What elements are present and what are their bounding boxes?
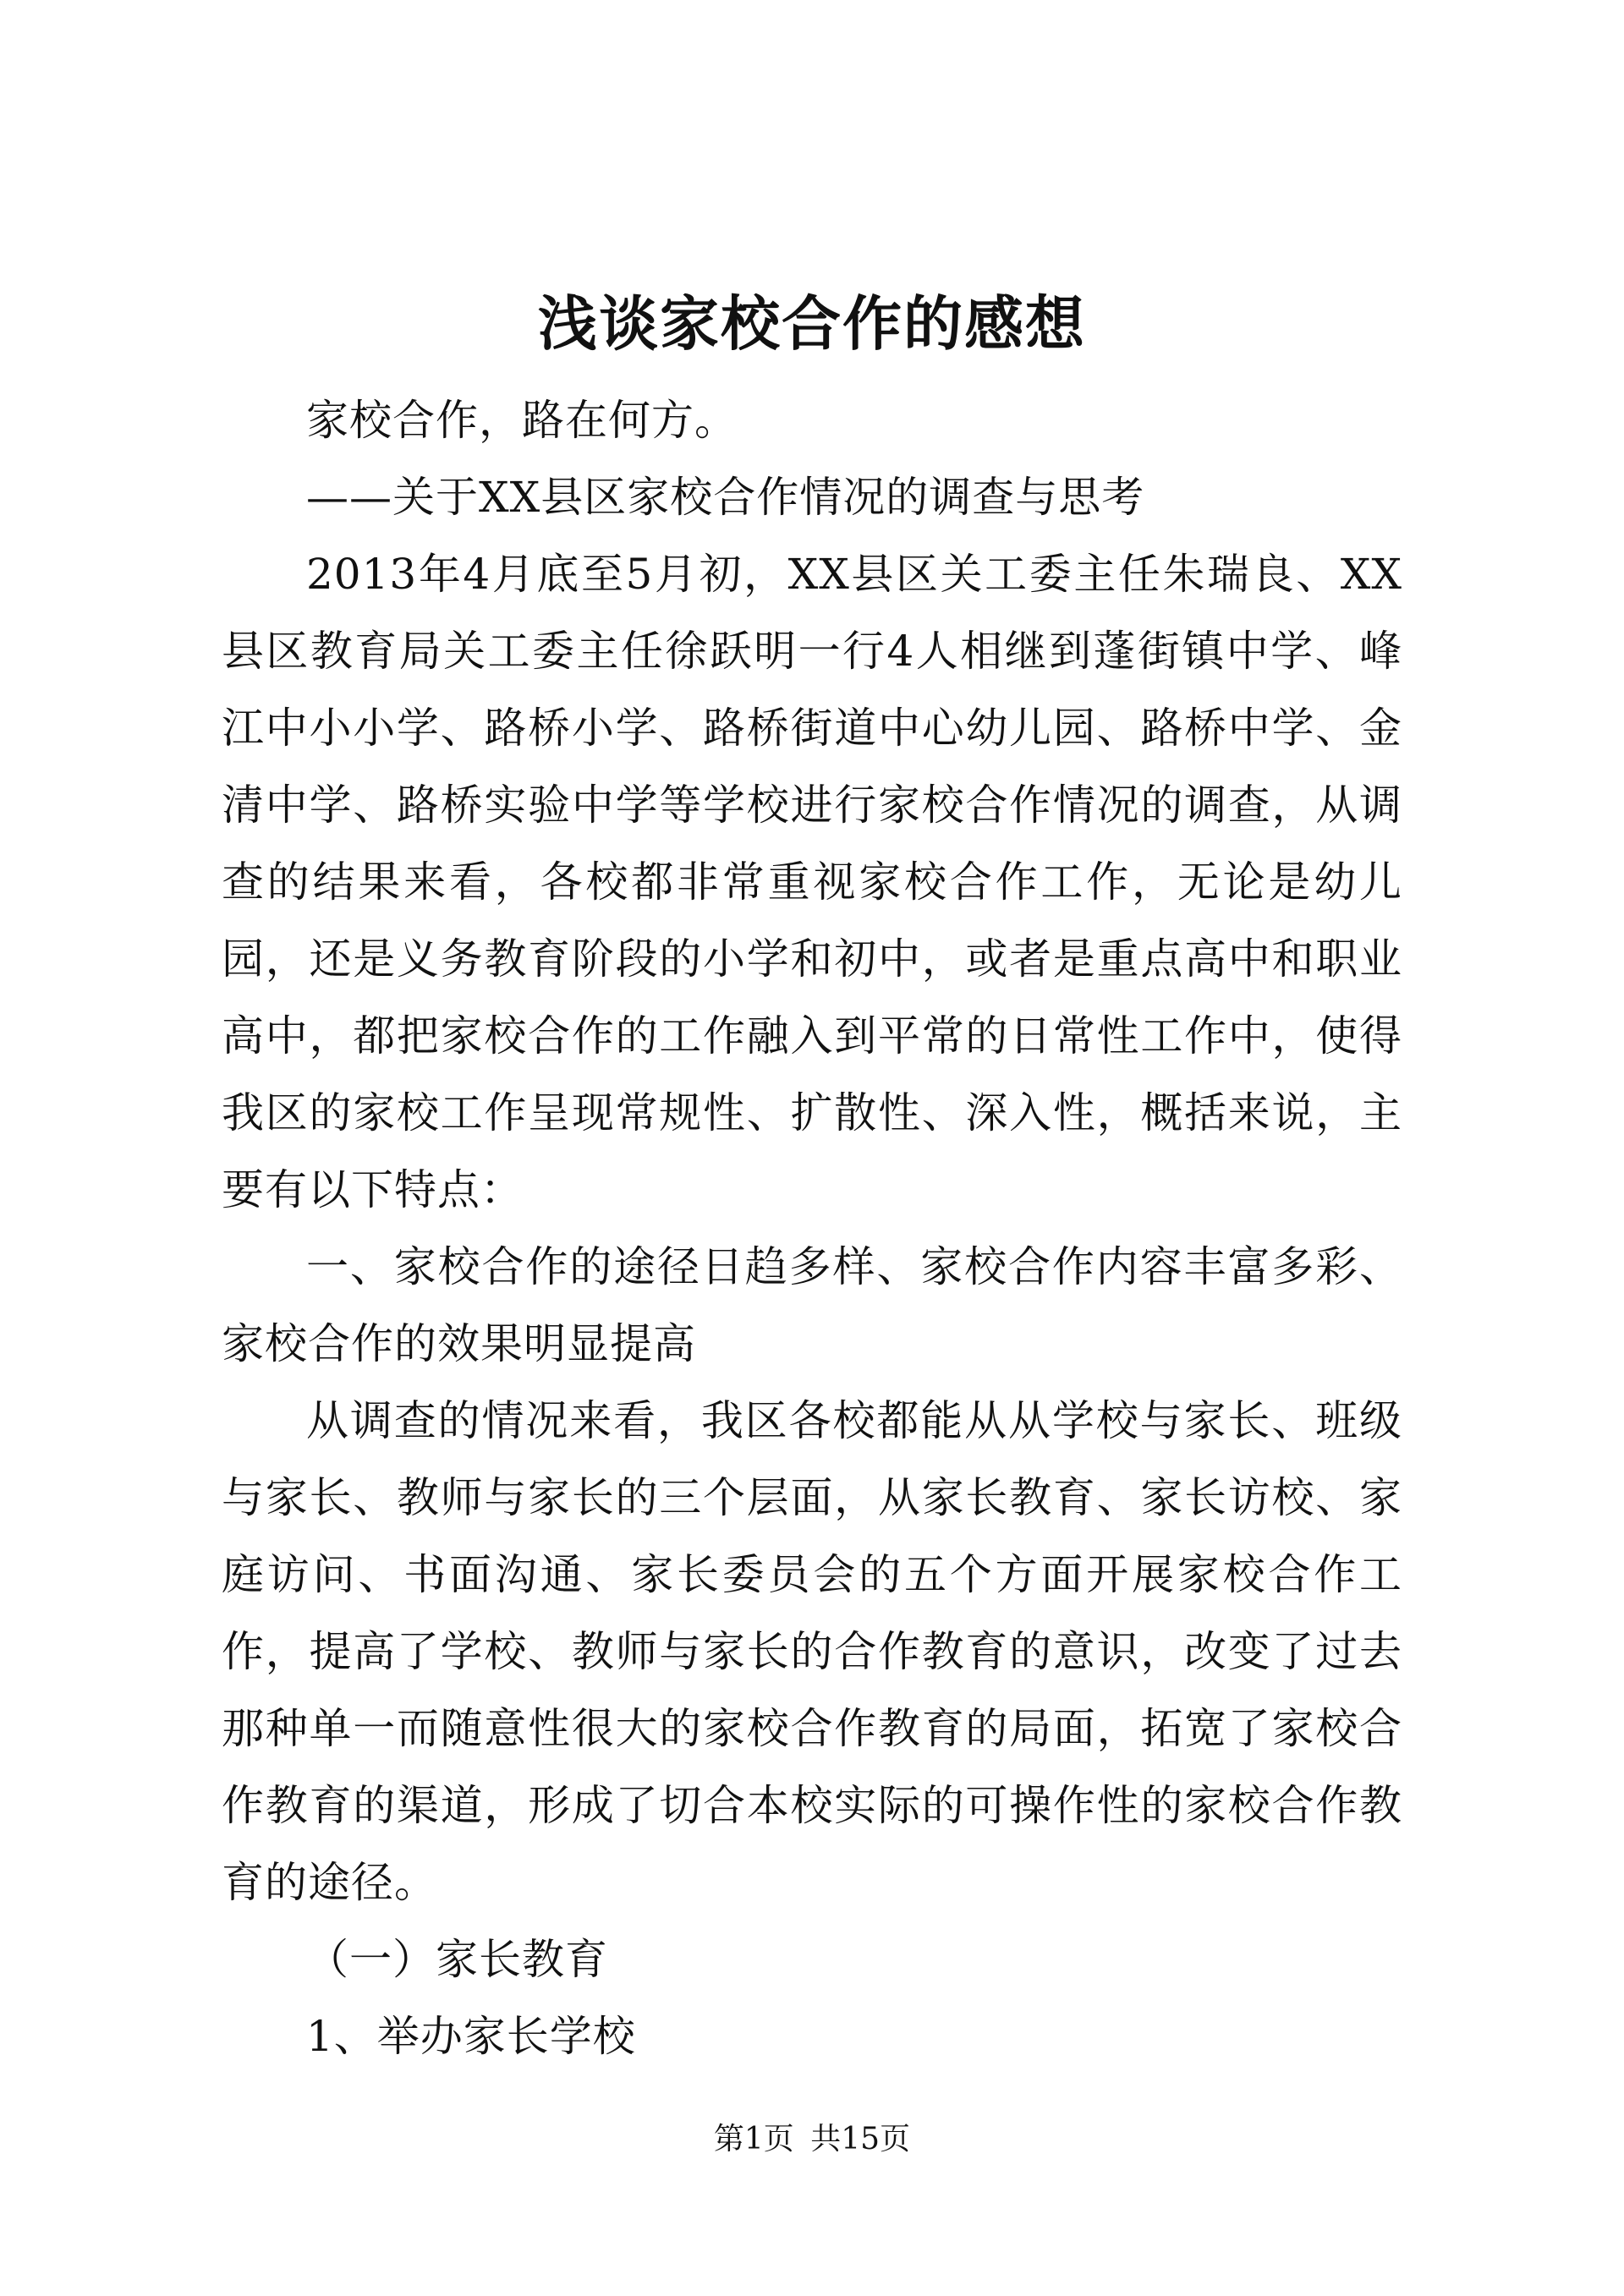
paragraph-parent-school-item: 1、举办家长学校 (306, 2012, 636, 2061)
paragraph-survey-findings: 从调查的情况来看，我区各校都能从从学校与家长、班级与家长、教师与家长的三个层面，从家长教育、家长访校、家庭访问、书面沟通、家长委员会的五个方面开展家校合作工作，提高了学校、教师与家长的合作教育的意识，改变了过去那种单一而随意性很大的家校合作教育的局面，拓宽了家校合作教育的渠道，形成了切合本校实际的可操作性的家校合作教育的途径。 (222, 1396, 1402, 1907)
paragraph-subtitle: 家校合作，路在何方。 (306, 396, 738, 445)
document-body (222, 382, 1402, 2075)
page-total: 共15页 (810, 2122, 911, 2156)
page-footer (0, 2118, 1624, 2161)
page-number: 第1页 (713, 2122, 794, 2156)
paragraph-survey-intro: 2013年4月底至5月初，XX县区关工委主任朱瑞良、XX县区教育局关工委主任徐跃明一行4人相继到蓬街镇中学、峰江中小小学、路桥小学、路桥街道中心幼儿园、路桥中学、金清中学、路桥实验中学等学校进行家校合作情况的调查，从调查的结果来看，各校都非常重视家校合作工作，无论是幼儿园，还是义务教育阶段的小学和初中，或者是重点高中和职业高中，都把家校合作的工作融入到平常的日常性工作中，使得我区的家校工作呈现常规性、扩散性、深入性，概括来说，主要有以下特点： (222, 550, 1402, 1214)
document-title: 浅谈家校合作的感想 (538, 288, 1086, 359)
paragraph-parent-education-heading: （一）家长教育 (306, 1935, 608, 1984)
paragraph-section-one-heading: 一、家校合作的途径日趋多样、家校合作内容丰富多彩、家校合作的效果明显提高 (222, 1242, 1402, 1368)
paragraph-subheading: ——关于XX县区家校合作情况的调查与思考 (306, 473, 1145, 522)
